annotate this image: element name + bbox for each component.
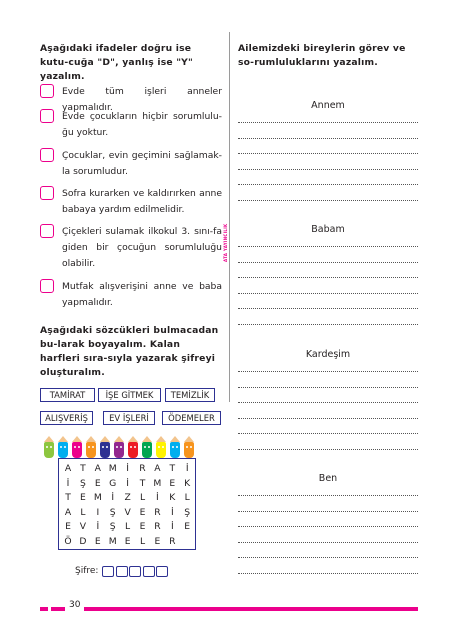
grid-letter[interactable]: E [139, 506, 146, 518]
statement-text: Çocuklar, evin geçimini sağlamak-la sorumludur. [62, 150, 222, 177]
writing-line[interactable] [238, 526, 418, 527]
writing-line[interactable] [238, 138, 418, 139]
statement-text: Çiçekleri sulamak ilkokul 3. sını-fa giden bir çocuğun sorumluluğu olabilir. [62, 226, 222, 269]
grid-letter[interactable]: I [96, 506, 100, 518]
grid-letter[interactable]: E [94, 477, 101, 489]
instruction-true-false: Aşağıdaki ifadeler doğru ise kutu-cuğa "D", yanlış ise "Y" yazalım. [40, 43, 194, 82]
pencil-icon [86, 436, 96, 458]
writing-line[interactable] [238, 495, 418, 496]
grid-letter[interactable]: E [154, 536, 161, 547]
grid-letter[interactable]: İ [170, 521, 174, 533]
writing-line[interactable] [238, 573, 418, 574]
writing-line[interactable] [238, 200, 418, 201]
word-box: ALIŞVERİŞ [40, 411, 93, 425]
grid-letter[interactable]: D [79, 536, 87, 547]
page-bar-left [40, 607, 48, 611]
writing-line[interactable] [238, 387, 418, 388]
grid-letter[interactable]: Z [124, 492, 131, 504]
grid-letter[interactable]: Ş [184, 506, 191, 518]
word-search-grid [58, 458, 196, 550]
writing-line[interactable] [238, 169, 418, 170]
grid-letter[interactable]: T [65, 492, 71, 504]
grid-letter[interactable]: Ş [109, 521, 116, 533]
member-title: Ben [318, 473, 338, 484]
grid-letter[interactable]: Ş [109, 506, 116, 518]
writing-line[interactable] [238, 511, 418, 512]
grid-letter[interactable]: R [169, 536, 176, 547]
grid-letter[interactable]: M [108, 536, 117, 547]
column-divider [229, 32, 230, 402]
page-bar-left-2 [51, 607, 65, 611]
grid-letter[interactable]: V [79, 521, 87, 533]
sifre-input-box[interactable] [102, 566, 114, 577]
writing-line[interactable] [238, 557, 418, 558]
grid-letter[interactable]: T [139, 477, 146, 489]
grid-letter[interactable]: A [64, 506, 72, 518]
grid-letter[interactable]: M [108, 463, 117, 474]
word-box: EV İŞLERİ [103, 411, 155, 425]
writing-line[interactable] [238, 418, 418, 419]
word-box: TAMİRAT [40, 388, 95, 402]
writing-line[interactable] [238, 184, 418, 185]
writing-line[interactable] [238, 153, 418, 154]
grid-letter[interactable]: İ [126, 477, 129, 489]
grid-letter[interactable]: İ [111, 492, 115, 504]
grid-letter[interactable]: A [154, 463, 161, 474]
page-bar-right [84, 607, 418, 611]
grid-letter[interactable]: A [94, 463, 101, 474]
answer-checkbox[interactable] [40, 109, 54, 123]
grid-letter[interactable]: İ [66, 477, 70, 489]
statement-text: Evde çocukların hiçbir sorumlulu-ğu yoktur. [62, 111, 222, 138]
pencil-icon [100, 436, 110, 458]
writing-line[interactable] [238, 308, 418, 309]
writing-line[interactable] [238, 402, 418, 403]
sifre-input-box[interactable] [156, 566, 168, 577]
grid-letter[interactable]: E [79, 492, 86, 504]
word-box: İŞE GİTMEK [98, 388, 161, 402]
answer-checkbox[interactable] [40, 148, 54, 162]
publisher-side-label: ATA YAYINCILIK [223, 223, 228, 262]
pencil-icon [142, 436, 152, 458]
grid-letter[interactable]: L [139, 536, 146, 547]
grid-letter[interactable]: İ [156, 492, 159, 504]
member-title: Annem [311, 100, 345, 111]
grid-letter[interactable]: E [94, 536, 101, 547]
pencil-icon [114, 436, 124, 458]
pencil-icon [44, 436, 54, 458]
grid-letter[interactable]: E [184, 521, 191, 533]
statement-text: Sofra kurarken ve kaldırırken anne babaya yardım edilmelidir. [62, 188, 222, 215]
grid-letter[interactable]: İ [170, 506, 174, 518]
writing-line[interactable] [238, 277, 418, 278]
pencil-icon [72, 436, 82, 458]
writing-line[interactable] [238, 293, 418, 294]
grid-letter[interactable]: İ [185, 463, 189, 474]
page-number: 30 [69, 600, 81, 610]
grid-letter[interactable]: L [184, 492, 190, 504]
sifre-input-box[interactable] [116, 566, 128, 577]
instruction-word-search: Aşağıdaki sözcükleri bulmacadan bu-larak boyayalım. Kalan harfleri sıra-sıyla yazarak şifreyi oluşturalım. [40, 325, 219, 378]
writing-line[interactable] [238, 433, 418, 434]
grid-letter[interactable]: A [64, 463, 72, 474]
grid-letter[interactable]: L [80, 506, 86, 518]
grid-letter[interactable]: E [65, 521, 71, 533]
grid-letter[interactable]: K [184, 477, 191, 489]
writing-line[interactable] [238, 262, 418, 263]
grid-letter[interactable]: L [125, 521, 131, 533]
grid-letter[interactable]: E [169, 477, 176, 489]
grid-letter[interactable]: E [139, 521, 146, 533]
pencil-icon [58, 436, 68, 458]
answer-checkbox[interactable] [40, 186, 54, 200]
sifre-input-box[interactable] [129, 566, 141, 577]
grid-letter[interactable]: İ [126, 463, 129, 474]
member-title: Kardeşim [305, 349, 351, 360]
grid-letter[interactable]: T [80, 463, 86, 474]
grid-letter[interactable]: M [153, 477, 162, 489]
answer-checkbox[interactable] [40, 279, 54, 293]
answer-checkbox[interactable] [40, 84, 54, 98]
grid-letter[interactable] [180, 534, 194, 549]
writing-line[interactable] [238, 246, 418, 247]
pencil-icon [156, 436, 166, 458]
grid-letter[interactable]: Ş [79, 477, 86, 489]
writing-line[interactable] [238, 542, 418, 543]
grid-letter[interactable]: V [124, 506, 131, 518]
grid-letter[interactable]: R [154, 521, 161, 533]
grid-letter[interactable]: M [93, 492, 102, 504]
grid-letter[interactable]: T [169, 463, 176, 474]
grid-letter[interactable]: Ö [64, 536, 72, 547]
member-title: Babam [311, 224, 345, 235]
grid-letter[interactable]: L [139, 492, 146, 504]
writing-line[interactable] [238, 449, 418, 450]
sifre-label: Şifre: [75, 566, 99, 576]
instruction-family-duties: Ailemizdeki bireylerin görev ve so-rumluluklarını yazalım. [238, 43, 406, 68]
grid-letter[interactable]: K [169, 492, 176, 504]
pencil-icon [170, 436, 180, 458]
grid-letter[interactable]: G [109, 477, 117, 489]
word-box: ÖDEMELER [162, 411, 221, 425]
answer-checkbox[interactable] [40, 224, 54, 238]
grid-letter[interactable]: R [139, 463, 146, 474]
sifre-input-box[interactable] [143, 566, 155, 577]
grid-letter[interactable]: E [124, 536, 131, 547]
grid-letter[interactable]: R [154, 506, 161, 518]
pencil-icon [128, 436, 138, 458]
statement-text: Mutfak alışverişini anne ve baba yapmalıdır. [62, 281, 222, 308]
writing-line[interactable] [238, 324, 418, 325]
pencil-icon [184, 436, 194, 458]
word-box: TEMİZLİK [165, 388, 215, 402]
grid-letter[interactable]: İ [96, 521, 100, 533]
writing-line[interactable] [238, 371, 418, 372]
statement-text: Evde tüm işleri anneler yapmalıdır. [62, 86, 222, 113]
writing-line[interactable] [238, 122, 418, 123]
